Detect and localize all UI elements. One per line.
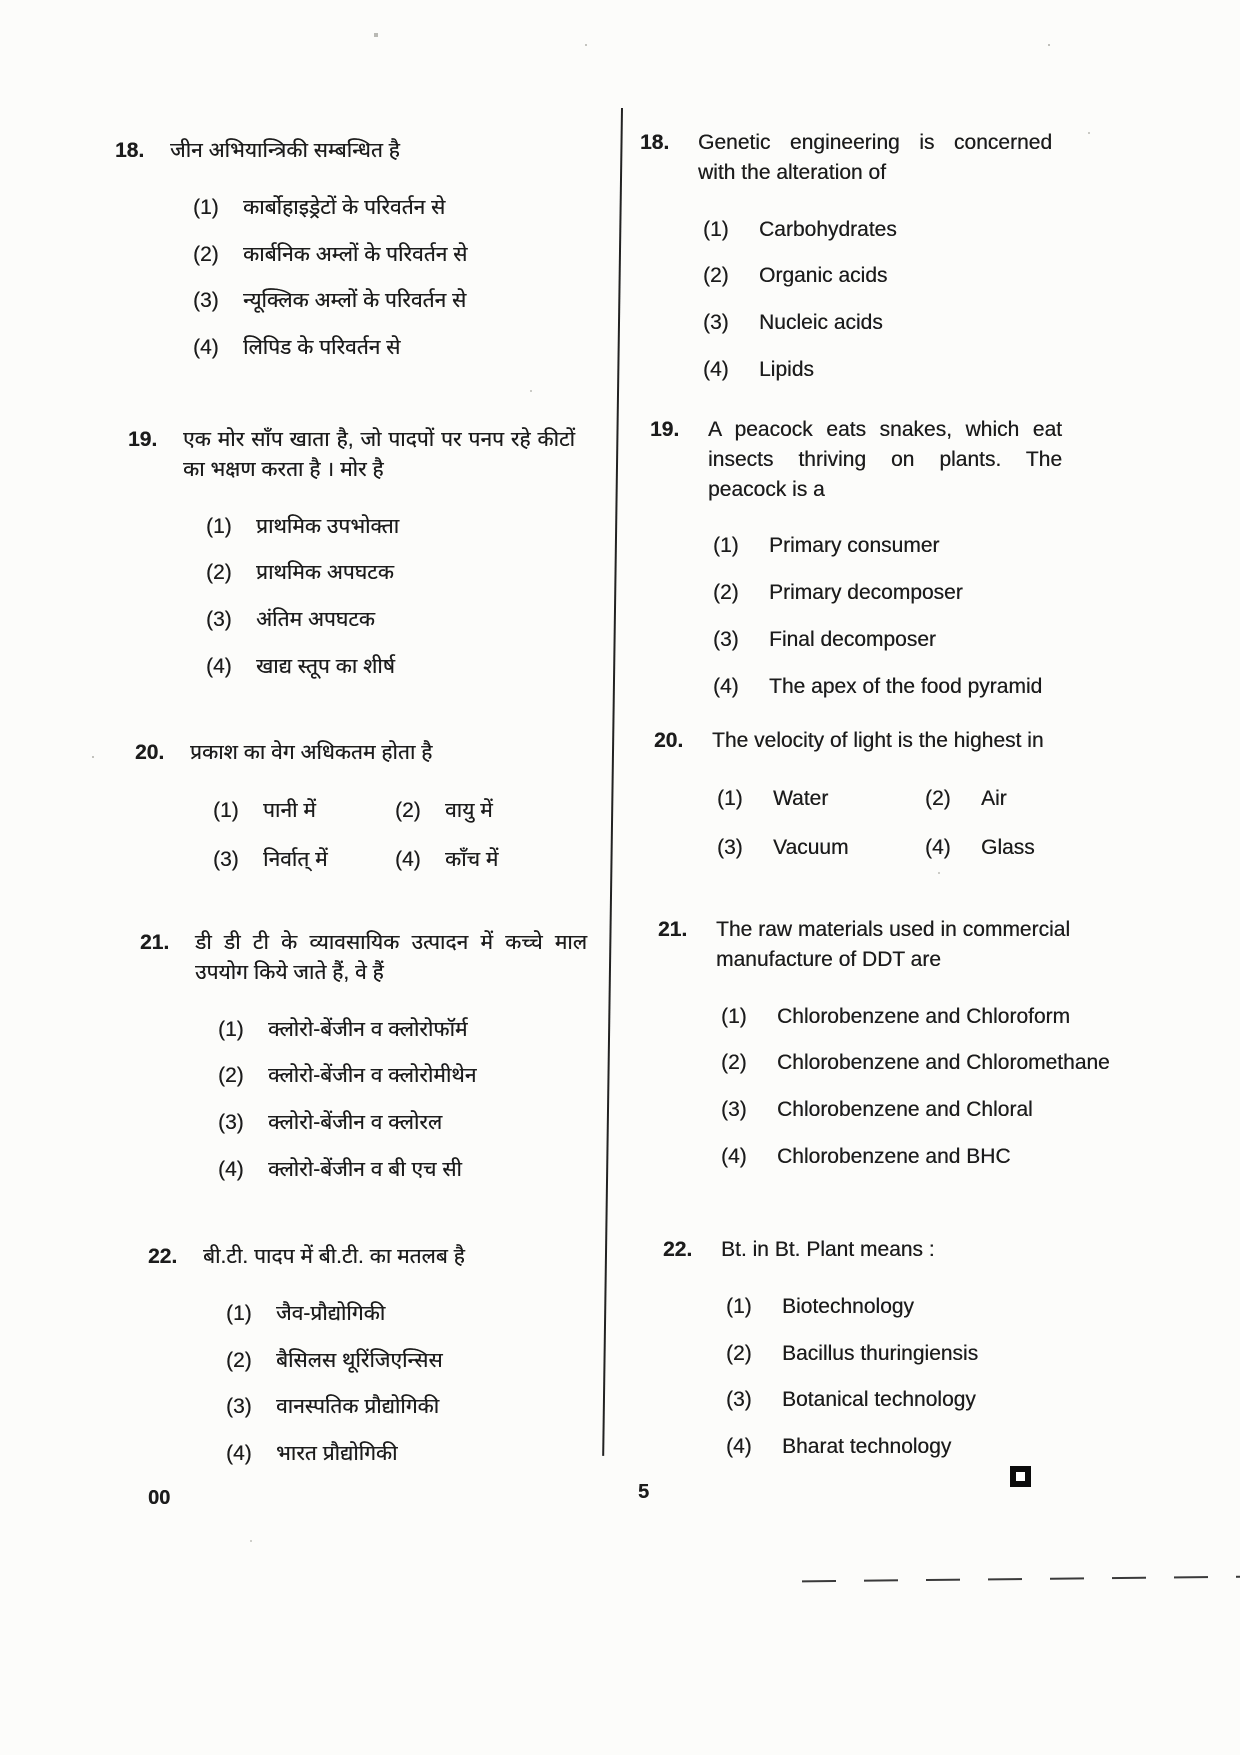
- option-label: (2): [721, 1051, 747, 1075]
- option-text: पानी में: [263, 798, 316, 822]
- option-label: (1): [713, 534, 739, 558]
- option-text: न्यूक्लिक अम्लों के परिवर्तन से: [243, 289, 467, 313]
- question-text: प्रकाश का वेग अधिकतम होता है: [190, 741, 433, 764]
- option-label: (4): [218, 1158, 244, 1182]
- question-text: A peacock eats snakes, which eat insects thriving on plants. The peacock is a: [708, 418, 1062, 501]
- option-label: (4): [703, 358, 729, 382]
- question-text: जीन अभियान्त्रिकी सम्बन्धित है: [170, 139, 400, 162]
- question-number: 19.: [128, 428, 158, 451]
- option-text: क्लोरो-बेंजीन व क्लोरोफॉर्म: [268, 1017, 468, 1041]
- question-22-english: [663, 1235, 1163, 1462]
- option-label: (3): [193, 289, 219, 313]
- option-text: लिपिड के परिवर्तन से: [243, 336, 401, 360]
- q20-hi-option-4: [395, 845, 498, 875]
- option-label: (4): [726, 1435, 752, 1459]
- option-label: (3): [721, 1098, 747, 1122]
- q20-hi-option-2: [395, 796, 493, 826]
- question-number: 19.: [650, 418, 680, 441]
- question-number: 20.: [654, 729, 684, 752]
- question-21-hindi: [140, 928, 590, 1185]
- option-label: (2): [713, 581, 739, 605]
- option-text: Final decomposer: [769, 628, 936, 652]
- option-text: कार्बनिक अम्लों के परिवर्तन से: [243, 242, 468, 266]
- question-number: 21.: [140, 931, 170, 954]
- question-head: [654, 726, 1154, 756]
- q20-hi-option-row-2: [135, 845, 585, 875]
- q20-en-option-row-2: [654, 833, 1154, 863]
- option-text: कार्बोहाइड्रेटों के परिवर्तन से: [243, 195, 446, 219]
- q18-hi-option-1: [115, 193, 565, 223]
- option-text: Chlorobenzene and Chloromethane: [777, 1051, 1110, 1075]
- question-head: [148, 1242, 598, 1272]
- q19-hi-option-1: [128, 512, 578, 542]
- option-text: Vacuum: [773, 835, 849, 859]
- option-text: Biotechnology: [782, 1294, 914, 1318]
- option-text: Chlorobenzene and Chloroform: [777, 1004, 1071, 1028]
- question-text: Bt. in Bt. Plant means :: [721, 1238, 935, 1261]
- question-number: 18.: [640, 131, 670, 154]
- question-text: The raw materials used in commercial manufacture of DDT are: [716, 918, 1070, 971]
- option-label: (1): [206, 514, 232, 538]
- option-text: Botanical technology: [782, 1388, 976, 1412]
- option-label: (4): [925, 835, 951, 859]
- question-head: [128, 425, 578, 485]
- q19-en-option-4: [650, 672, 1150, 702]
- option-text: निर्वात् में: [263, 847, 328, 871]
- q22-en-option-3: [663, 1385, 1163, 1415]
- q18-en-option-3: [640, 308, 1140, 338]
- option-text: क्लोरो-बेंजीन व बी एच सी: [268, 1158, 462, 1182]
- question-number: 18.: [115, 139, 145, 162]
- question-head: [658, 915, 1158, 975]
- option-text: वायु में: [445, 798, 493, 822]
- option-label: (4): [713, 674, 739, 698]
- option-label: (1): [703, 217, 729, 241]
- question-18-hindi: [115, 136, 565, 363]
- option-text: Lipids: [759, 358, 814, 382]
- question-number: 21.: [658, 918, 688, 941]
- q18-hi-option-4: [115, 333, 565, 363]
- option-label: (3): [713, 628, 739, 652]
- question-21-english: [658, 915, 1158, 1172]
- question-19-hindi: [128, 425, 578, 682]
- option-text: Bharat technology: [782, 1435, 952, 1459]
- q22-en-option-4: [663, 1432, 1163, 1462]
- option-label: (2): [193, 242, 219, 266]
- option-label: (2): [206, 561, 232, 585]
- option-label: (1): [717, 786, 743, 810]
- question-head: [135, 738, 585, 768]
- option-text: प्राथमिक उपभोक्ता: [256, 514, 400, 538]
- q18-en-option-4: [640, 355, 1140, 385]
- q18-en-option-2: [640, 261, 1140, 291]
- option-label: (4): [226, 1442, 252, 1466]
- option-label: (1): [218, 1017, 244, 1041]
- option-text: Chlorobenzene and Chloral: [777, 1098, 1033, 1122]
- option-text: काँच में: [445, 847, 499, 871]
- option-label: (3): [717, 835, 743, 859]
- option-text: खाद्य स्तूप का शीर्ष: [256, 655, 395, 679]
- question-22-hindi: [148, 1242, 598, 1469]
- option-label: (4): [193, 336, 219, 360]
- option-label: (1): [213, 798, 239, 822]
- q20-hi-option-row-1: [135, 796, 585, 826]
- option-text: Chlorobenzene and BHC: [777, 1145, 1011, 1169]
- question-head: [115, 136, 565, 166]
- option-label: (2): [726, 1341, 752, 1365]
- option-label: (4): [395, 847, 421, 871]
- option-label: (3): [726, 1388, 752, 1412]
- option-label: (2): [703, 264, 729, 288]
- option-text: भारत प्रौद्योगिकी: [276, 1442, 398, 1466]
- end-of-page-marker-icon: [1010, 1466, 1031, 1487]
- option-label: (2): [395, 798, 421, 822]
- question-20-hindi: [135, 738, 585, 874]
- q21-en-option-1: [658, 1002, 1158, 1032]
- question-head: [640, 128, 1140, 188]
- option-text: Bacillus thuringiensis: [782, 1341, 979, 1365]
- option-label: (1): [193, 195, 219, 219]
- option-label: (1): [226, 1301, 252, 1325]
- question-text: Genetic engineering is concerned with the alteration of: [698, 131, 1052, 184]
- option-text: Air: [981, 786, 1007, 810]
- q21-hi-option-1: [140, 1015, 590, 1045]
- q19-hi-option-4: [128, 652, 578, 682]
- option-label: (2): [226, 1348, 252, 1372]
- q20-en-option-2: [925, 784, 1007, 814]
- option-text: Glass: [981, 835, 1035, 859]
- option-text: Water: [773, 786, 829, 810]
- q21-hi-option-3: [140, 1108, 590, 1138]
- q18-hi-option-3: [115, 286, 565, 316]
- option-text: Primary consumer: [769, 534, 940, 558]
- option-text: वानस्पतिक प्रौद्योगिकी: [276, 1395, 440, 1419]
- q22-hi-option-2: [148, 1346, 598, 1376]
- q22-en-option-2: [663, 1339, 1163, 1369]
- option-label: (1): [721, 1004, 747, 1028]
- q21-hi-option-2: [140, 1061, 590, 1091]
- q22-hi-option-4: [148, 1439, 598, 1469]
- question-text: एक मोर साँप खाता है, जो पादपों पर पनप रहे कीटों का भक्षण करता है । मोर है: [183, 428, 575, 481]
- q21-en-option-4: [658, 1142, 1158, 1172]
- q22-hi-option-3: [148, 1392, 598, 1422]
- q22-hi-option-1: [148, 1299, 598, 1329]
- scan-speckles: [0, 0, 2, 2]
- option-text: क्लोरो-बेंजीन व क्लोरोमीथेन: [268, 1064, 477, 1088]
- q19-hi-option-2: [128, 558, 578, 588]
- q19-en-option-1: [650, 531, 1150, 561]
- q19-en-option-3: [650, 625, 1150, 655]
- page-number: 5: [638, 1481, 650, 1503]
- question-number: 22.: [663, 1238, 693, 1261]
- question-head: [140, 928, 590, 988]
- question-text: डी डी टी के व्यावसायिक उत्पादन में कच्चे माल उपयोग किये जाते हैं, वे हैं: [195, 931, 587, 984]
- option-label: (3): [218, 1111, 244, 1135]
- option-text: अंतिम अपघटक: [256, 608, 375, 632]
- question-20-english: [654, 726, 1154, 862]
- option-label: (2): [925, 786, 951, 810]
- option-text: Carbohydrates: [759, 217, 897, 241]
- question-text: The velocity of light is the highest in: [712, 729, 1044, 752]
- option-label: (3): [703, 311, 729, 335]
- option-text: Primary decomposer: [769, 581, 963, 605]
- q19-hi-option-3: [128, 605, 578, 635]
- q20-hi-option-3: [213, 845, 395, 875]
- q19-en-option-2: [650, 578, 1150, 608]
- scan-dashed-line: [802, 1576, 1240, 1583]
- q20-en-option-3: [717, 833, 925, 863]
- question-text: बी.टी. पादप में बी.टी. का मतलब है: [203, 1245, 465, 1268]
- question-19-english: [650, 415, 1150, 702]
- option-text: क्लोरो-बेंजीन व क्लोरल: [268, 1111, 443, 1135]
- option-label: (4): [206, 655, 232, 679]
- question-number: 22.: [148, 1245, 178, 1268]
- q18-en-option-1: [640, 215, 1140, 245]
- option-text: The apex of the food pyramid: [769, 674, 1043, 698]
- q20-en-option-4: [925, 833, 1035, 863]
- q22-en-option-1: [663, 1292, 1163, 1322]
- q21-en-option-3: [658, 1095, 1158, 1125]
- option-label: (4): [721, 1145, 747, 1169]
- question-head: [663, 1235, 1163, 1265]
- option-label: (2): [218, 1064, 244, 1088]
- q20-en-option-1: [717, 784, 925, 814]
- booklet-code: 00: [148, 1487, 171, 1509]
- q21-hi-option-4: [140, 1155, 590, 1185]
- option-text: बैसिलस थूरिंजिएन्सिस: [276, 1348, 443, 1372]
- q21-en-option-2: [658, 1048, 1158, 1078]
- option-label: (3): [226, 1395, 252, 1419]
- option-label: (1): [726, 1294, 752, 1318]
- option-text: Organic acids: [759, 264, 888, 288]
- question-number: 20.: [135, 741, 165, 764]
- q20-en-option-row-1: [654, 784, 1154, 814]
- column-divider-line: [602, 108, 623, 1456]
- q20-hi-option-1: [213, 796, 395, 826]
- q18-hi-option-2: [115, 240, 565, 270]
- question-18-english: [640, 128, 1140, 385]
- option-text: जैव-प्रौद्योगिकी: [276, 1301, 386, 1325]
- option-label: (3): [206, 608, 232, 632]
- question-head: [650, 415, 1150, 504]
- option-label: (3): [213, 847, 239, 871]
- option-text: प्राथमिक अपघटक: [256, 561, 394, 585]
- option-text: Nucleic acids: [759, 311, 883, 335]
